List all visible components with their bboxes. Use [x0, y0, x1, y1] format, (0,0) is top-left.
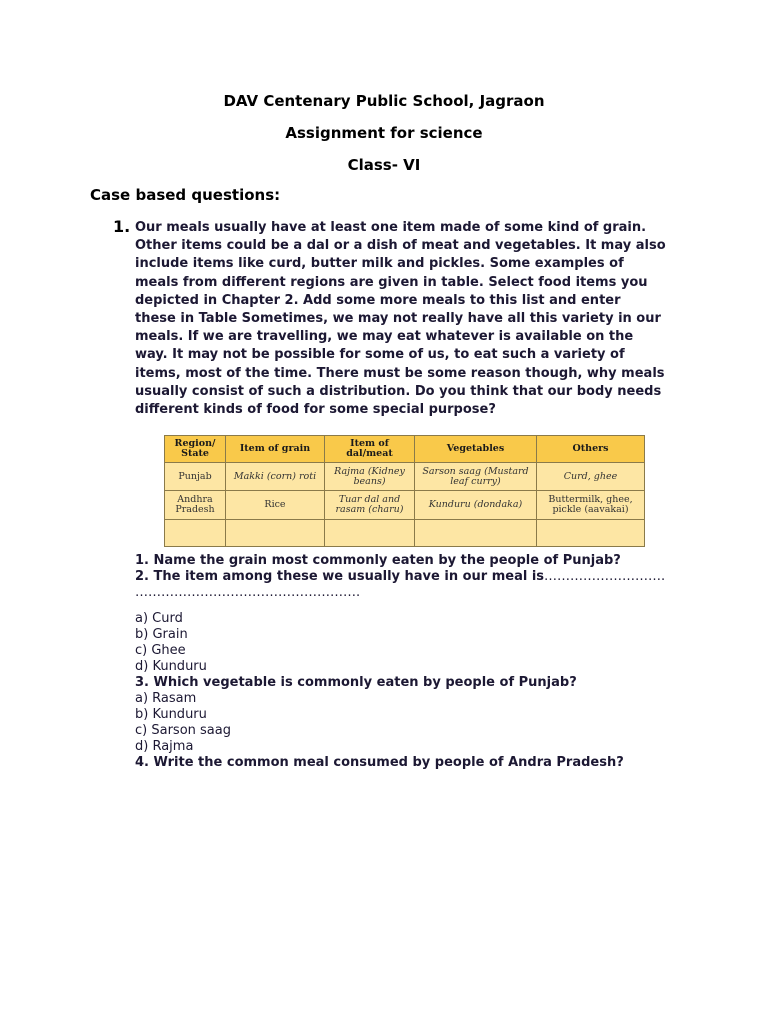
table-header-cell: Others [537, 436, 645, 463]
meals-table [164, 435, 645, 547]
table-row [165, 491, 645, 519]
option: b) Kunduru [135, 707, 207, 722]
option: c) Sarson saag [135, 723, 231, 738]
option: c) Ghee [135, 643, 186, 658]
table-cell: Makki (corn) roti [226, 463, 325, 491]
table-cell: Rice [226, 491, 325, 519]
question-paragraph [135, 219, 680, 419]
class-label: Class- VI [347, 156, 421, 174]
table-cell [537, 519, 645, 546]
table-cell [325, 519, 415, 546]
table-header-cell: Item of dal/meat [325, 436, 415, 463]
subquestions [135, 553, 695, 771]
subquestion-4: 4. Write the common meal consumed by people of Andra Pradesh? [135, 755, 624, 770]
table-cell: Tuar dal and rasam (charu) [325, 491, 415, 519]
option: d) Rajma [135, 739, 194, 754]
table-row [165, 519, 645, 546]
option: d) Kunduru [135, 659, 207, 674]
answer-blank: ……………………………………………. [135, 585, 361, 600]
table-row [165, 463, 645, 491]
table-header-cell: Item of grain [226, 436, 325, 463]
table-cell: Buttermilk, ghee, pickle (aavakai) [537, 491, 645, 519]
paragraph-line: items, most of the time. There must be some reason though, why meals [135, 365, 665, 381]
table-cell [226, 519, 325, 546]
table-cell: Sarson saag (Mustard leaf curry) [415, 463, 537, 491]
option: a) Rasam [135, 691, 197, 706]
paragraph-line: Our meals usually have at least one item made of some kind of grain. [135, 220, 647, 235]
paragraph-line: Other items could be a dal or a dish of meat and vegetables. It may also [135, 238, 666, 254]
table-header-cell: Vegetables [415, 436, 537, 463]
table-cell: Rajma (Kidney beans) [325, 463, 415, 491]
paragraph-line: meals from different regions are given in table. Select food items you [135, 274, 648, 290]
option: b) Grain [135, 627, 188, 642]
table-cell: Curd, ghee [537, 463, 645, 491]
paragraph-line: depicted in Chapter 2. Add some more meals to this list and enter [135, 292, 621, 308]
assignment-title: Assignment for science [285, 124, 483, 142]
table-header-cell: Region/ State [165, 436, 226, 463]
paragraph-line: usually consist of such a distribution. Do you think that our body needs [135, 383, 662, 399]
table-cell: Kunduru (dondaka) [415, 491, 537, 519]
table-cell [165, 519, 226, 546]
section-title: Case based questions: [90, 186, 281, 204]
paragraph-line: these in Table Sometimes, we may not really have all this variety in our [135, 311, 661, 327]
paragraph-line: different kinds of food for some special purpose? [135, 402, 496, 418]
subquestion-3: 3. Which vegetable is commonly eaten by people of Punjab? [135, 675, 577, 690]
school-name: DAV Centenary Public School, Jagraon [223, 92, 545, 110]
subquestion-2: 2. The item among these we usually have in our meal is [135, 569, 545, 584]
answer-blank: ………………………. [544, 569, 666, 584]
paragraph-line: include items like curd, butter milk and pickles. Some examples of [135, 256, 624, 272]
option: a) Curd [135, 611, 183, 626]
table-header-row [165, 436, 645, 463]
subquestion-2-line [135, 569, 695, 585]
table-cell: Andhra Pradesh [165, 491, 226, 519]
subquestion-1: 1. Name the grain most commonly eaten by the people of Punjab? [135, 553, 621, 568]
paragraph-line: way. It may not be possible for some of us, to eat such a variety of [135, 347, 625, 363]
table-cell: Punjab [165, 463, 226, 491]
table-cell [415, 519, 537, 546]
question-number: 1. [113, 217, 131, 236]
paragraph-line: meals. If we are travelling, we may eat whatever is available on the [135, 329, 634, 345]
